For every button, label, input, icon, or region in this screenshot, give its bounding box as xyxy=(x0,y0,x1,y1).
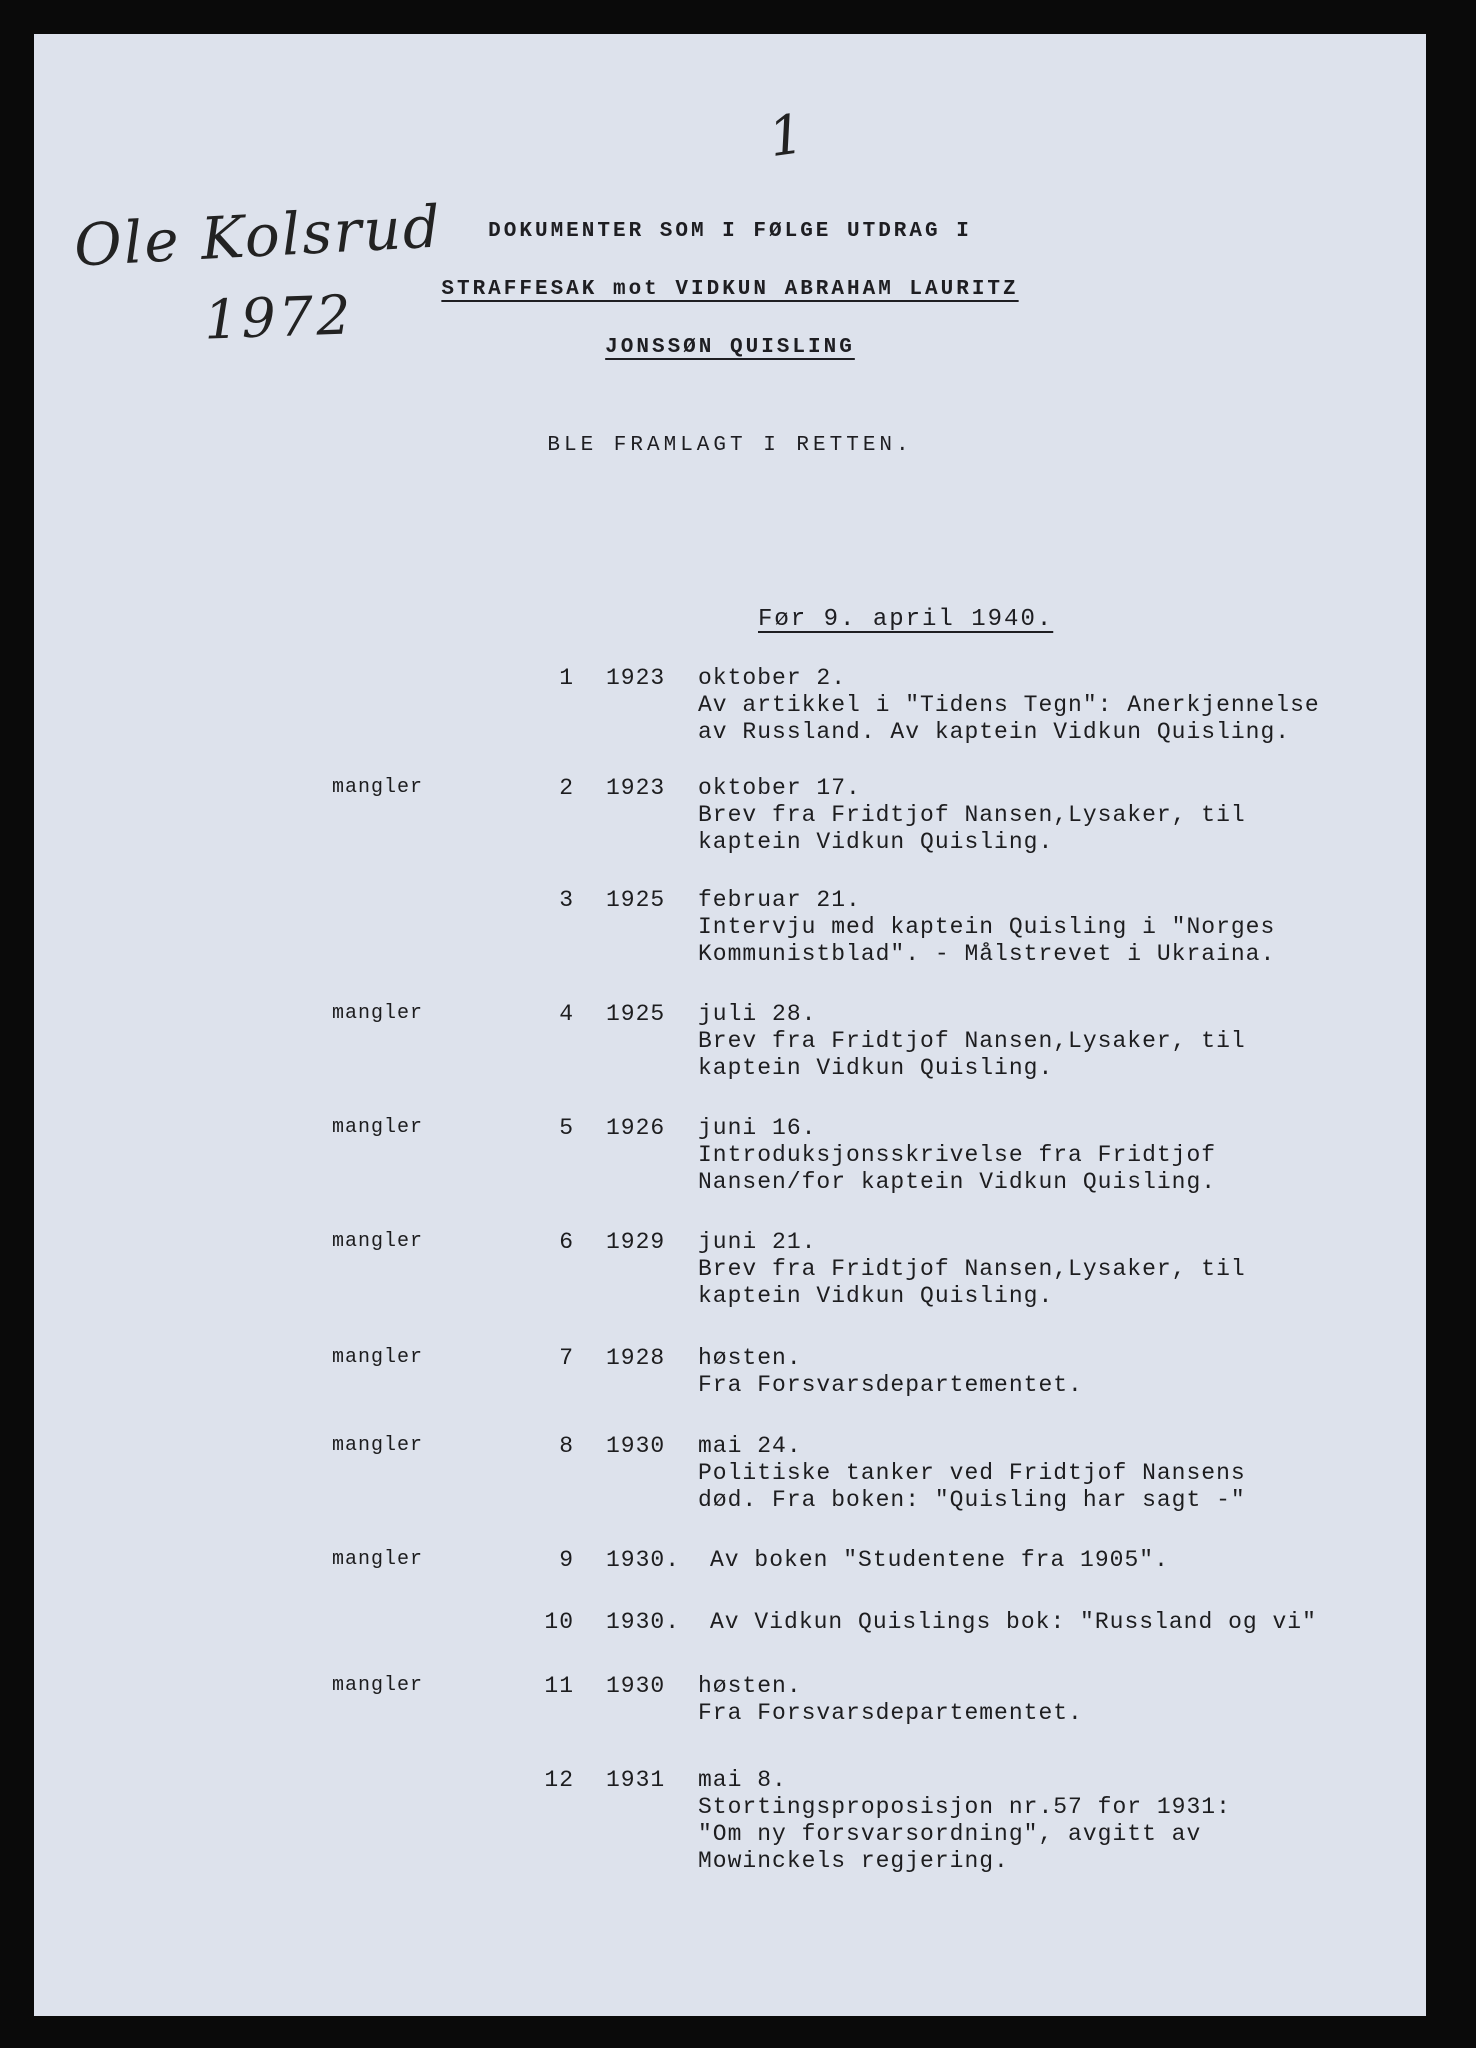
entry-year: 1930 xyxy=(606,1673,666,1699)
entry-year: 1930. xyxy=(606,1609,681,1635)
entry-year: 1930 xyxy=(606,1433,666,1459)
entry-text-line: kaptein Vidkun Quisling. xyxy=(698,1283,1054,1309)
entry-text-line: Fra Forsvarsdepartementet. xyxy=(698,1700,1083,1726)
entry-year: 1923 xyxy=(606,665,666,691)
entry-status: mangler xyxy=(332,1346,424,1369)
entry-status: mangler xyxy=(332,1434,424,1457)
entry-text-line: Av boken "Studentene fra 1905". xyxy=(710,1547,1169,1573)
entry-year: 1926 xyxy=(606,1115,666,1141)
entry-text-line: Fra Forsvarsdepartementet. xyxy=(698,1372,1083,1398)
entry-status: mangler xyxy=(332,1674,424,1697)
entry-text-line: februar 21. xyxy=(698,887,861,913)
entry-text-line: kaptein Vidkun Quisling. xyxy=(698,829,1054,855)
entry-status: mangler xyxy=(332,1230,424,1253)
entry-number: 8 xyxy=(559,1433,574,1459)
entry-text-line: mai 24. xyxy=(698,1433,802,1459)
entry-year: 1931 xyxy=(606,1767,666,1793)
entry-text-line: oktober 17. xyxy=(698,775,861,801)
entry-text-line: Brev fra Fridtjof Nansen,Lysaker, til xyxy=(698,1028,1246,1054)
entry-status: mangler xyxy=(332,1002,424,1025)
handwritten-year: 1972 xyxy=(202,283,355,352)
entry-text-line: Av Vidkun Quislings bok: "Russland og vi" xyxy=(710,1609,1317,1635)
entry-text-line: juli 28. xyxy=(698,1001,817,1027)
entry-number: 10 xyxy=(544,1609,574,1635)
entry-year: 1930. xyxy=(606,1547,681,1573)
header-line-1: DOKUMENTER SOM I FØLGE UTDRAG I xyxy=(488,220,972,243)
header-line-2: STRAFFESAK mot VIDKUN ABRAHAM LAURITZ xyxy=(441,278,1019,301)
entry-number: 2 xyxy=(559,775,574,801)
entry-year: 1925 xyxy=(606,1001,666,1027)
entry-text-line: Mowinckels regjering. xyxy=(698,1848,1009,1874)
entry-status: mangler xyxy=(332,776,424,799)
entry-number: 12 xyxy=(544,1767,574,1793)
entry-text-line: død. Fra boken: "Quisling har sagt -" xyxy=(698,1487,1246,1513)
section-heading: Før 9. april 1940. xyxy=(758,606,1054,633)
entry-text-line: "Om ny forsvarsordning", avgitt av xyxy=(698,1821,1202,1847)
entry-number: 1 xyxy=(559,665,574,691)
entry-year: 1925 xyxy=(606,887,666,913)
entry-status: mangler xyxy=(332,1116,424,1139)
entry-text-line: Politiske tanker ved Fridtjof Nansens xyxy=(698,1460,1246,1486)
entry-text-line: Av artikkel i "Tidens Tegn": Anerkjennelse xyxy=(698,692,1320,718)
entry-text-line: Intervju med kaptein Quisling i "Norges xyxy=(698,914,1276,940)
entry-text-line: Brev fra Fridtjof Nansen,Lysaker, til xyxy=(698,1256,1246,1282)
entry-text-line: juni 16. xyxy=(698,1115,817,1141)
entry-text-line: kaptein Vidkun Quisling. xyxy=(698,1055,1054,1081)
entry-status: mangler xyxy=(332,1548,424,1571)
entry-number: 7 xyxy=(559,1345,574,1371)
entry-number: 3 xyxy=(559,887,574,913)
entry-text-line: Brev fra Fridtjof Nansen,Lysaker, til xyxy=(698,802,1246,828)
entry-text-line: Nansen/for kaptein Vidkun Quisling. xyxy=(698,1169,1217,1195)
entry-number: 11 xyxy=(544,1673,574,1699)
entry-text-line: høsten. xyxy=(698,1673,802,1699)
entry-text-line: oktober 2. xyxy=(698,665,847,691)
header-line-3: JONSSØN QUISLING xyxy=(605,336,855,359)
handwritten-page-number: 1 xyxy=(764,101,808,170)
entry-text-line: høsten. xyxy=(698,1345,802,1371)
entry-number: 6 xyxy=(559,1229,574,1255)
entry-year: 1928 xyxy=(606,1345,666,1371)
header-line-4: BLE FRAMLAGT I RETTEN. xyxy=(547,434,913,457)
entry-year: 1923 xyxy=(606,775,666,801)
entry-text-line: Stortingsproposisjon nr.57 for 1931: xyxy=(698,1794,1231,1820)
document-page xyxy=(34,34,1426,2016)
entry-text-line: mai 8. xyxy=(698,1767,787,1793)
entry-text-line: Introduksjonsskrivelse fra Fridtjof xyxy=(698,1142,1217,1168)
handwritten-author: Ole Kolsrud xyxy=(72,192,444,280)
entry-number: 9 xyxy=(559,1547,574,1573)
entry-year: 1929 xyxy=(606,1229,666,1255)
entry-text-line: av Russland. Av kaptein Vidkun Quisling. xyxy=(698,719,1291,745)
entry-number: 4 xyxy=(559,1001,574,1027)
entry-number: 5 xyxy=(559,1115,574,1141)
entry-text-line: juni 21. xyxy=(698,1229,817,1255)
entry-text-line: Kommunistblad". - Målstrevet i Ukraina. xyxy=(698,941,1276,967)
